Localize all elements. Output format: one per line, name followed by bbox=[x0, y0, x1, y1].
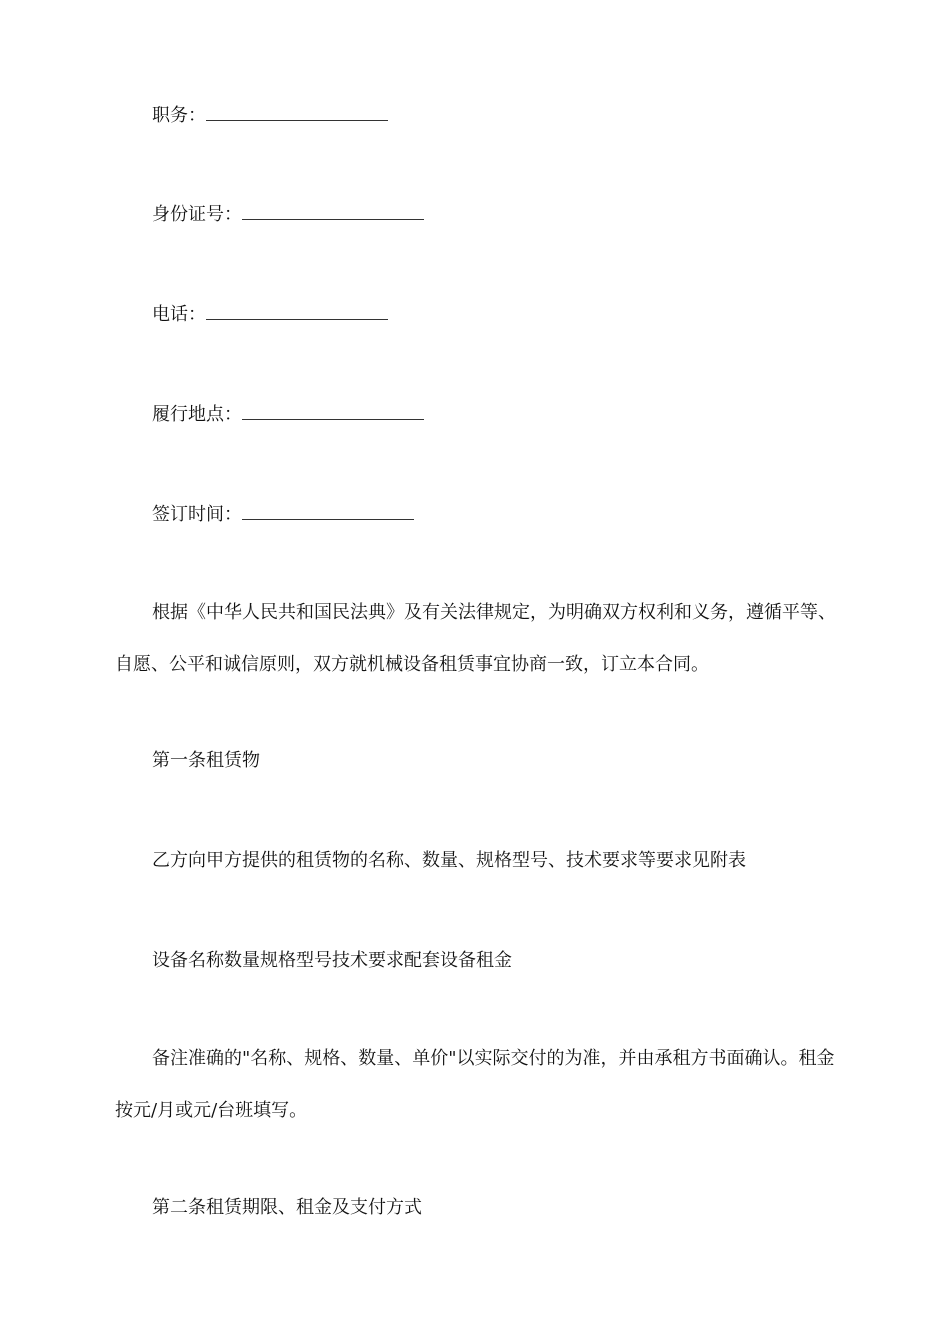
place-label: 履行地点： bbox=[152, 404, 242, 425]
place-blank[interactable] bbox=[242, 405, 424, 420]
remark-paragraph: 备注准确的"名称、规格、数量、单价"以实际交付的为准，并由承租方书面确认。租金按元/月或元/台班填写。 bbox=[115, 1048, 835, 1121]
signing-time-label: 签订时间： bbox=[152, 504, 242, 525]
phone-field bbox=[152, 303, 388, 327]
phone-blank[interactable] bbox=[206, 305, 388, 320]
id-number-blank[interactable] bbox=[242, 205, 424, 220]
article1-text: 乙方向甲方提供的租赁物的名称、数量、规格型号、技术要求等要求见附表 bbox=[152, 850, 746, 871]
position-blank[interactable] bbox=[206, 106, 388, 121]
signing-time-blank[interactable] bbox=[242, 505, 414, 520]
intro-paragraph: 根据《中华人民共和国民法典》及有关法律规定，为明确双方权利和义务，遵循平等、自愿、公平和诚信原则，双方就机械设备租赁事宜协商一致，订立本合同。 bbox=[115, 602, 836, 675]
article1-title: 第一条租赁物 bbox=[152, 750, 260, 771]
position-label: 职务： bbox=[152, 105, 206, 126]
signing-time-field bbox=[152, 503, 414, 527]
article2-title: 第二条租赁期限、租金及支付方式 bbox=[152, 1197, 422, 1218]
position-field bbox=[152, 104, 388, 128]
phone-label: 电话： bbox=[152, 304, 206, 325]
place-field bbox=[152, 403, 424, 427]
id-number-field bbox=[152, 203, 424, 227]
id-number-label: 身份证号： bbox=[152, 204, 242, 225]
equipment-table-header: 设备名称数量规格型号技术要求配套设备租金 bbox=[152, 950, 512, 971]
